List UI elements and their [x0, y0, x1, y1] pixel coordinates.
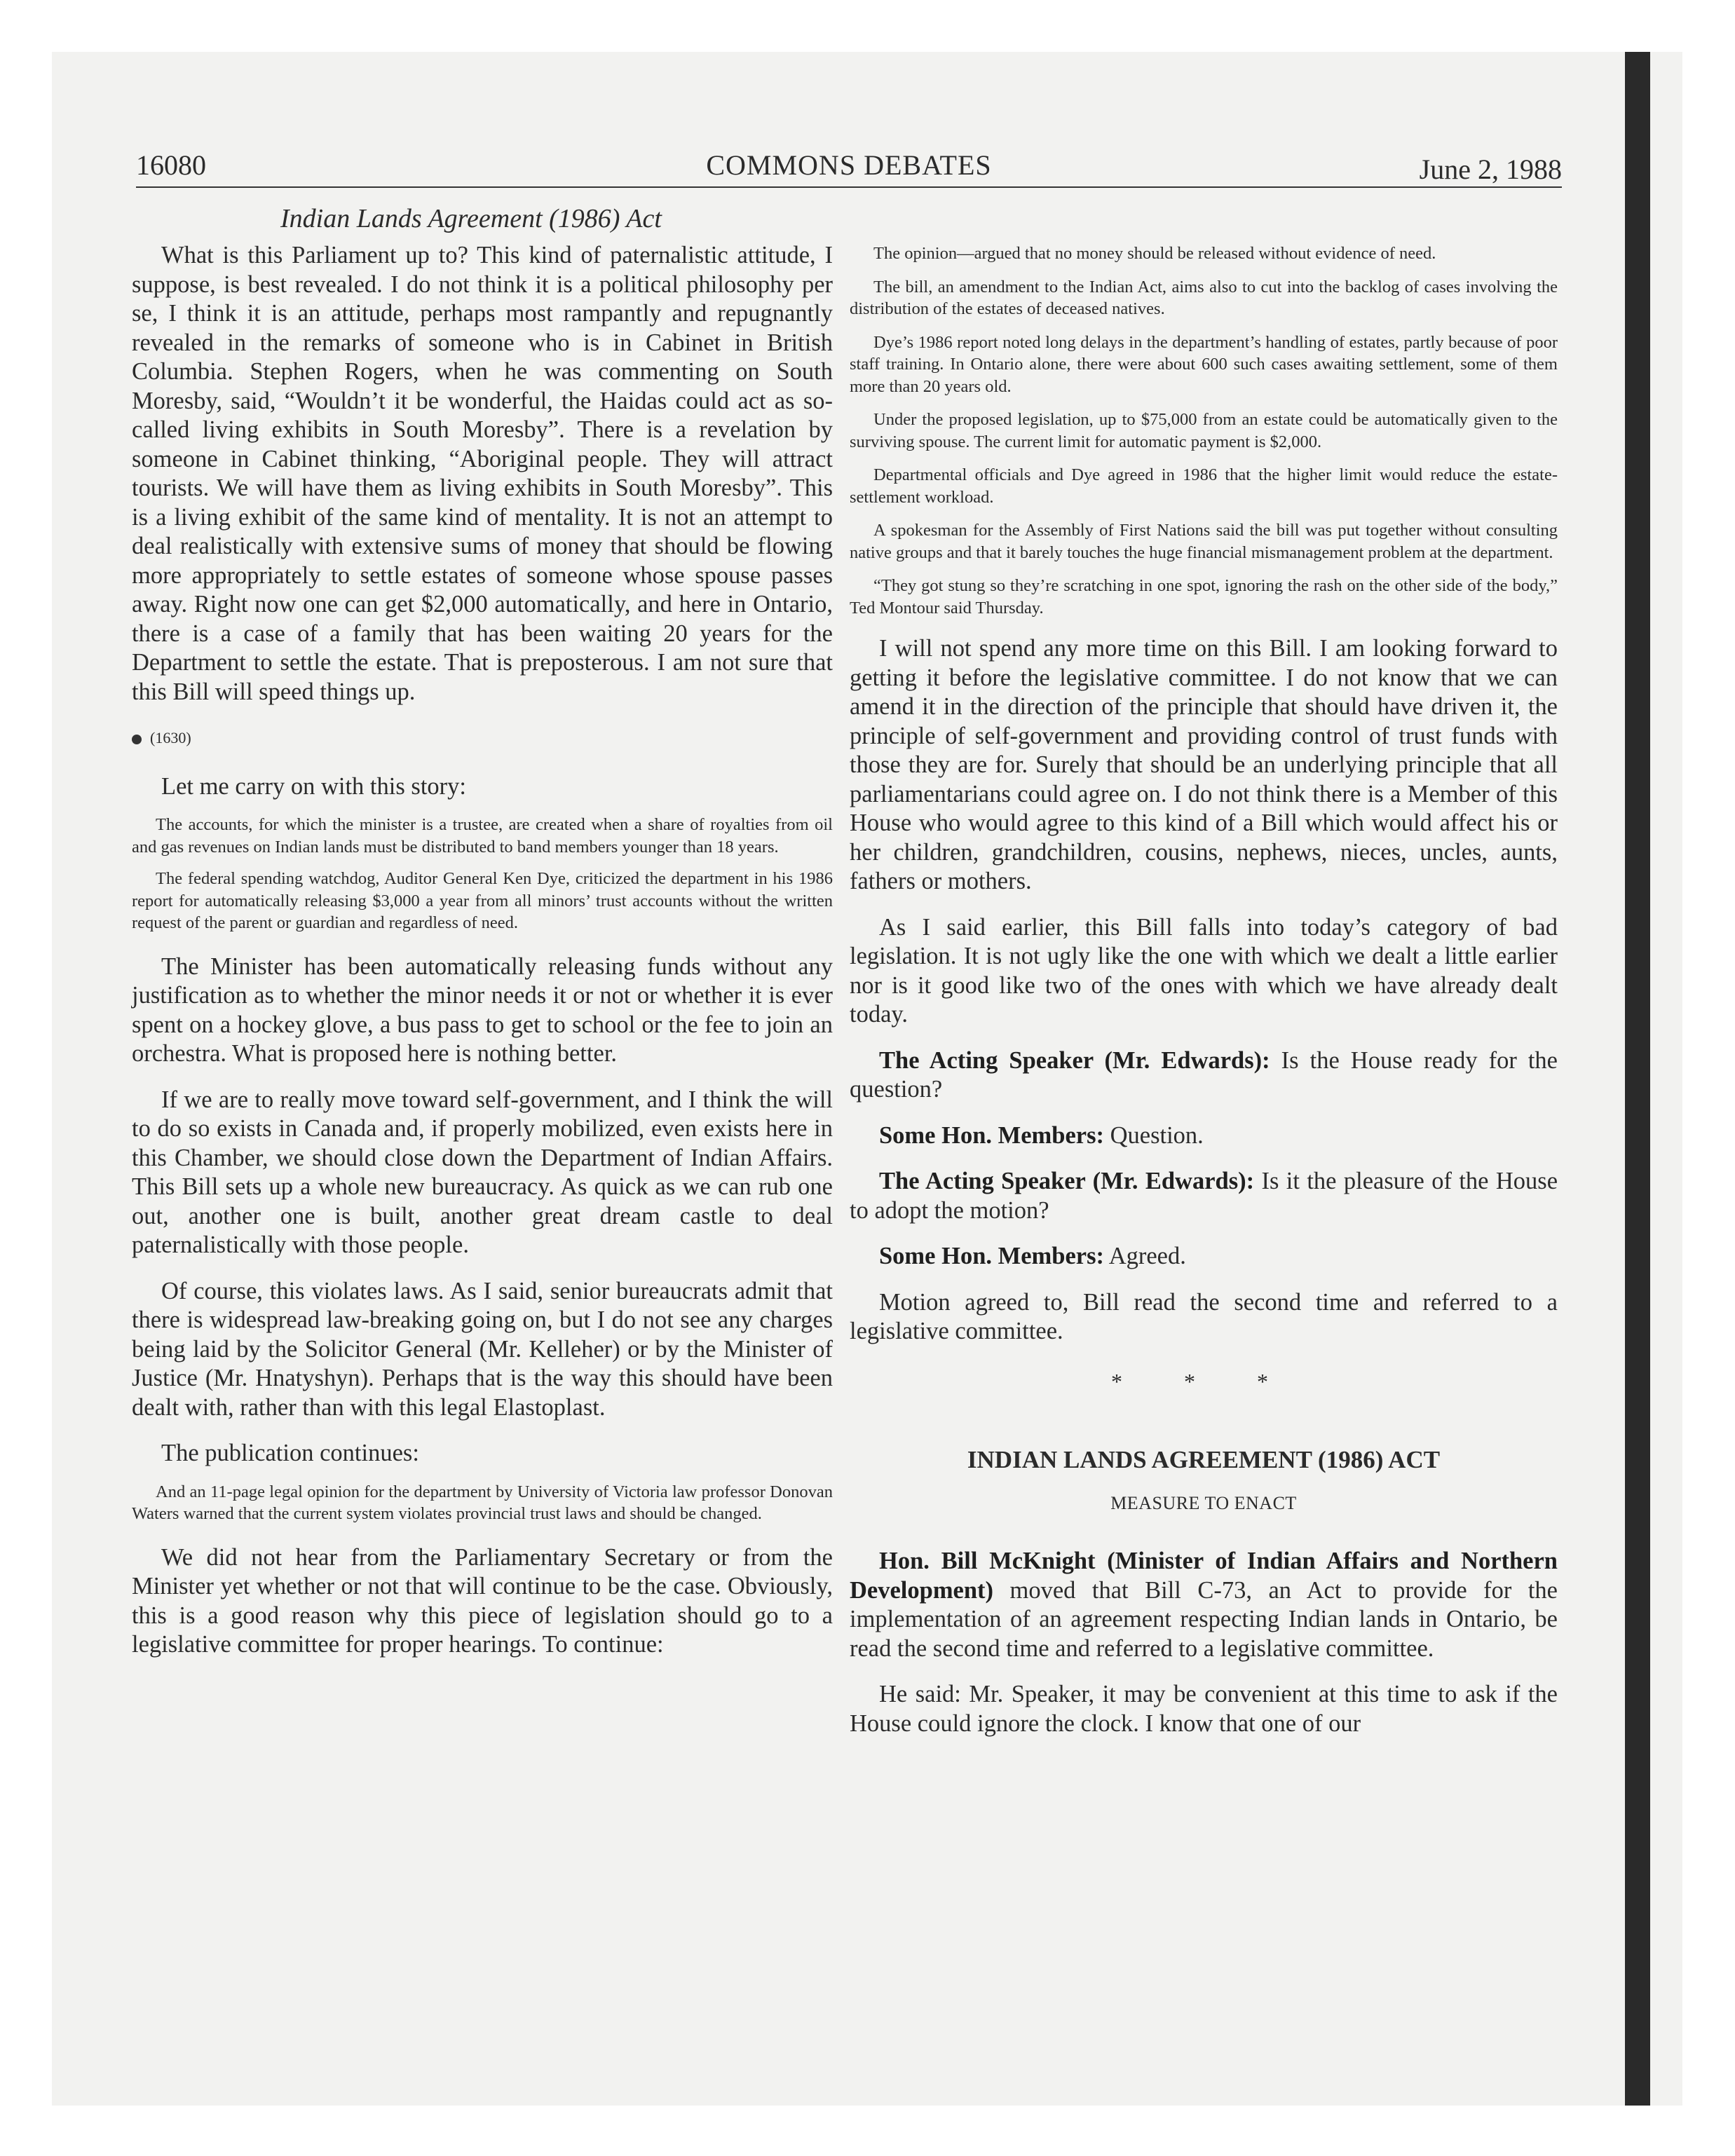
- paragraph: He said: Mr. Speaker, it may be convenient at this time to ask if the House could ignore the clock. I know that one of our: [850, 1681, 1558, 1737]
- speaker-name: Hon. Bill McKnight (Minister of Indian Affairs and Northern Development): [850, 1548, 1558, 1604]
- quotation: Dye’s 1986 report noted long delays in the department’s handling of estates, partly because of poor staff training. In Ontario alone, there were about 600 such cases awaiting settlement, some of them more than 20 years old.: [850, 332, 1558, 396]
- running-title: Indian Lands Agreement (1986) Act: [280, 204, 662, 233]
- quotation: Departmental officials and Dye agreed in 1986 that the higher limit would reduce the estate-settlement workload.: [850, 465, 1558, 507]
- paragraph: As I said earlier, this Bill falls into today’s category of bad legislation. It is not ugly like the one with which we dealt a little earlier nor is it good like two of the ones with which we have already dealt today.: [850, 913, 1558, 1028]
- left-column: [132, 241, 833, 1677]
- section-subheading: MEASURE TO ENACT: [1110, 1492, 1297, 1513]
- publication-date: June 2, 1988: [1419, 153, 1562, 185]
- paragraph: Of course, this violates laws. As I said, senior bureaucrats admit that there is widespread law-breaking going on, but I do not see any charges being laid by the Solicitor General (Mr. Kelleher) or by the Minister of Justice (Mr. Hnatyshyn). Perhaps that is the way this should have been dealt with, rather than with this legal Elastoplast.: [132, 1277, 833, 1421]
- speaker-name: The Acting Speaker (Mr. Edwards):: [879, 1168, 1255, 1194]
- publication-title: COMMONS DEBATES: [706, 149, 992, 181]
- binding-edge: [1625, 52, 1650, 2106]
- time-marker: (1630): [132, 723, 833, 753]
- paragraph: The publication continues:: [161, 1440, 419, 1466]
- bullet-icon: [132, 735, 142, 744]
- quotation: Under the proposed legislation, up to $75,000 from an estate could be automatically given to the surviving spouse. The current limit for automatic payment is $2,000.: [850, 410, 1558, 451]
- quotation: The accounts, for which the minister is a trustee, are created when a share of royalties from oil and gas revenues on Indian lands must be distributed to band members younger than 18 years.: [132, 815, 833, 857]
- paragraph: Motion agreed to, Bill read the second time and referred to a legislative committee.: [850, 1288, 1558, 1344]
- quotation: The bill, an amendment to the Indian Act, aims also to cut into the backlog of cases involving the distribution of the estates of deceased natives.: [850, 277, 1558, 318]
- quotation: The federal spending watchdog, Auditor General Ken Dye, criticized the department in his 1986 report for automatically releasing $3,000 a year from all minors’ trust accounts without the written request of the parent or guardian and regardless of need.: [132, 869, 833, 932]
- paragraph: If we are to really move toward self-government, and I think the will to do so exists in Canada and, if properly mobilized, even exists here in this Chamber, we should close down the Department of Indian Affairs. This Bill sets up a whole new bureaucracy. As quick as we can rub one out, another one is built, another great dream castle to deal paternalistically with those people.: [132, 1086, 833, 1258]
- speech-acting-speaker: The Acting Speaker (Mr. Edwards): Is it the pleasure of the House to adopt the motion?: [850, 1168, 1558, 1224]
- page-number: 16080: [136, 149, 206, 181]
- page-header: [136, 149, 1562, 191]
- speaker-name: Some Hon. Members:: [879, 1121, 1104, 1149]
- paragraph: We did not hear from the Parliamentary Secretary or from the Minister yet whether or not that will continue to be the case. Obviously, this is a good reason why this piece of legislation should go to a legislative committee for proper hearings. To continue:: [132, 1543, 833, 1658]
- section-heading: INDIAN LANDS AGREEMENT (1986) ACT: [967, 1446, 1441, 1473]
- speech-members: Some Hon. Members: Question.: [879, 1121, 1204, 1149]
- motion-paragraph: Hon. Bill McKnight (Minister of Indian Affairs and Northern Development) moved that Bill C-73, an Act to provide for the implementation of an agreement respecting Indian lands in Ontario, be read the second time and referred to a legislative committee.: [850, 1548, 1558, 1662]
- speaker-name: The Acting Speaker (Mr. Edwards):: [879, 1046, 1270, 1074]
- paragraph: I will not spend any more time on this Bill. I am looking forward to getting it before the legislative committee. I do not know that we can amend it in the direction of the principle that should have driven it, the principle of self-government and providing control of trust funds with those they are for. Surely that should be an underlying principle that all parliamentarians could agree on. I do not think there is a Member of this House who would agree to this kind of a Bill which would affect his or her children, grandchildren, cousins, nephews, nieces, uncles, aunts, fathers or mothers.: [850, 635, 1558, 894]
- speaker-name: Some Hon. Members:: [879, 1243, 1104, 1269]
- speech-members: Some Hon. Members: Agreed.: [879, 1243, 1186, 1269]
- quotation: The opinion—argued that no money should be released without evidence of need.: [873, 244, 1436, 263]
- paragraph: Let me carry on with this story:: [161, 772, 466, 800]
- paragraph: What is this Parliament up to? This kind of paternalistic attitude, I suppose, is best revealed. I do not think it is a political philosophy per se, I think it is an attitude, perhaps most rampantly and repugnantly revealed in the remarks of someone who is in Cabinet in British Columbia. Stephen Rogers, when he was commenting on South Moresby, said, “Wouldn’t it be wonderful, the Haidas could act as so-called living exhibits in South Moresby”. There is a revelation by someone in Cabinet thinking, “Aboriginal people. They will attract tourists. We will have them as living exhibits in South Moresby”. This is a living exhibit of the same kind of mentality. It is not an attempt to deal realistically with extensive sums of money that should be flowing more appropriately to settle estates of someone whose spouse passes away. Right now one can get $2,000 automatically, and here in Ontario, there is a case of a family that has been waiting 20 years for the Department to settle the estate. That is preposterous. I am not sure that this Bill will speed things up.: [132, 242, 833, 705]
- quotation: A spokesman for the Assembly of First Nations said the bill was put together without consulting native groups and that it barely touches the huge financial mismanagement problem at the department.: [850, 521, 1558, 562]
- quotation: And an 11-page legal opinion for the department by University of Victoria law professor Donovan Waters warned that the current system violates provincial trust laws and should be changed.: [132, 1482, 833, 1523]
- quotation: “They got stung so they’re scratching in one spot, ignoring the rash on the other side of the body,” Ted Montour said Thursday.: [850, 576, 1558, 618]
- right-column: [850, 243, 1558, 1755]
- section-divider: * * *: [1111, 1368, 1296, 1394]
- header-rule: [136, 186, 1562, 188]
- paragraph: The Minister has been automatically releasing funds without any justification as to whether the minor needs it or not or whether it is ever spent on a hockey glove, a bus pass to get to school or the fee to join an orchestra. What is proposed here is nothing better.: [132, 953, 833, 1067]
- speech-acting-speaker: The Acting Speaker (Mr. Edwards): Is the House ready for the question?: [850, 1046, 1558, 1103]
